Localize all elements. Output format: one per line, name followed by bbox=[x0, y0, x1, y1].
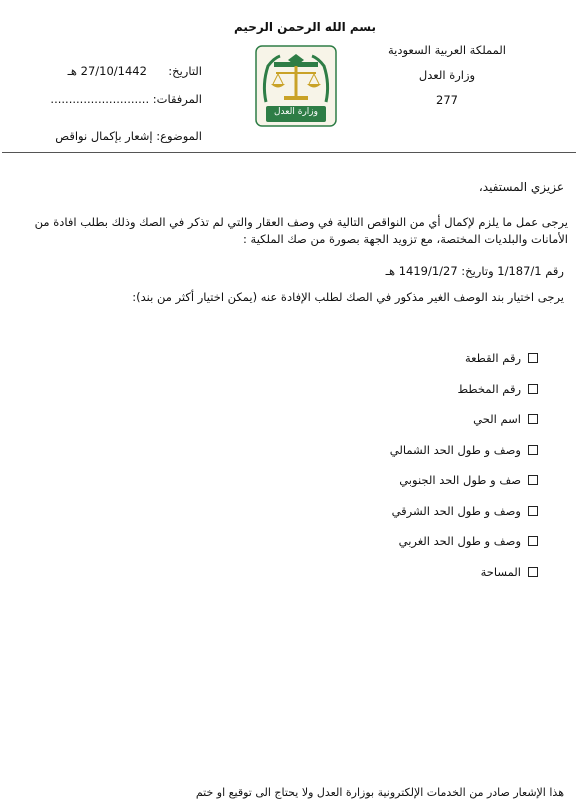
option-label: اسم الحي bbox=[473, 412, 521, 427]
ministry-logo bbox=[254, 44, 338, 128]
option-label: رقم القطعة bbox=[464, 351, 521, 366]
selection-instruction: يرجى اختيار بند الوصف الغير مذكور في الصك لطلب الإفادة عنه (يمكن اختيار أكثر من بند): bbox=[132, 290, 564, 304]
body-paragraph: يرجى عمل ما يلزم لإكمال أي من النواقص التالية في وصف العقار والتي لم تذكر في الصك وذلك بطلب افادة من الأمانات والبلديات المختصة، مع تزويد الجهة بصورة من صك الملكية : bbox=[34, 215, 568, 246]
greeting: عزيزي المستفيد، bbox=[478, 180, 564, 194]
ministry-name: وزارة العدل bbox=[418, 68, 476, 82]
letter-number: 277 bbox=[436, 93, 458, 107]
option-area[interactable] bbox=[318, 557, 538, 588]
checkbox[interactable] bbox=[528, 414, 538, 424]
attachments-value: ........................... bbox=[50, 92, 150, 106]
issuer-block bbox=[377, 38, 517, 113]
subject-line: الموضوع: إشعار بإكمال نواقص bbox=[55, 129, 202, 143]
options-list bbox=[318, 343, 538, 587]
checkbox[interactable] bbox=[528, 475, 538, 485]
date-row bbox=[68, 64, 202, 78]
checkbox[interactable] bbox=[528, 567, 538, 577]
kingdom-name: المملكة العربية السعودية bbox=[388, 43, 506, 57]
date-value: 27/10/1442 هـ bbox=[67, 64, 147, 78]
option-label: صف و طول الحد الجنوبي bbox=[399, 473, 521, 488]
checkbox[interactable] bbox=[528, 536, 538, 546]
option-label: وصف و طول الحد الشرقي bbox=[391, 503, 521, 518]
basmala: بسم الله الرحمن الرحيم bbox=[233, 20, 377, 34]
attachments-label: المرفقات: bbox=[152, 92, 202, 106]
option-south-boundary[interactable] bbox=[318, 465, 538, 496]
logo-caption: وزارة العدل bbox=[274, 107, 318, 117]
checkbox[interactable] bbox=[528, 384, 538, 394]
option-label: المساحة bbox=[480, 564, 521, 579]
attachments-row bbox=[50, 92, 202, 106]
option-scheme-number[interactable] bbox=[318, 374, 538, 405]
option-west-boundary[interactable] bbox=[318, 526, 538, 557]
option-label: رقم المخطط bbox=[457, 381, 521, 396]
deed-reference: رقم 1/187/1 وتاريخ: 1419/1/27 هـ bbox=[385, 264, 564, 278]
option-label: وصف و طول الحد الغربي bbox=[398, 534, 521, 549]
option-label: وصف و طول الحد الشمالي bbox=[389, 442, 521, 457]
checkbox[interactable] bbox=[528, 445, 538, 455]
option-north-boundary[interactable] bbox=[318, 435, 538, 466]
footer-note: هذا الإشعار صادر من الخدمات الإلكترونية بوزارة العدل ولا يحتاج الى توقيع او ختم bbox=[195, 786, 564, 799]
option-east-boundary[interactable] bbox=[318, 496, 538, 527]
option-plot-number[interactable] bbox=[318, 343, 538, 374]
checkbox[interactable] bbox=[528, 353, 538, 363]
date-label: التاريخ: bbox=[168, 64, 202, 78]
header-divider bbox=[2, 152, 576, 153]
checkbox[interactable] bbox=[528, 506, 538, 516]
option-district-name[interactable] bbox=[318, 404, 538, 435]
